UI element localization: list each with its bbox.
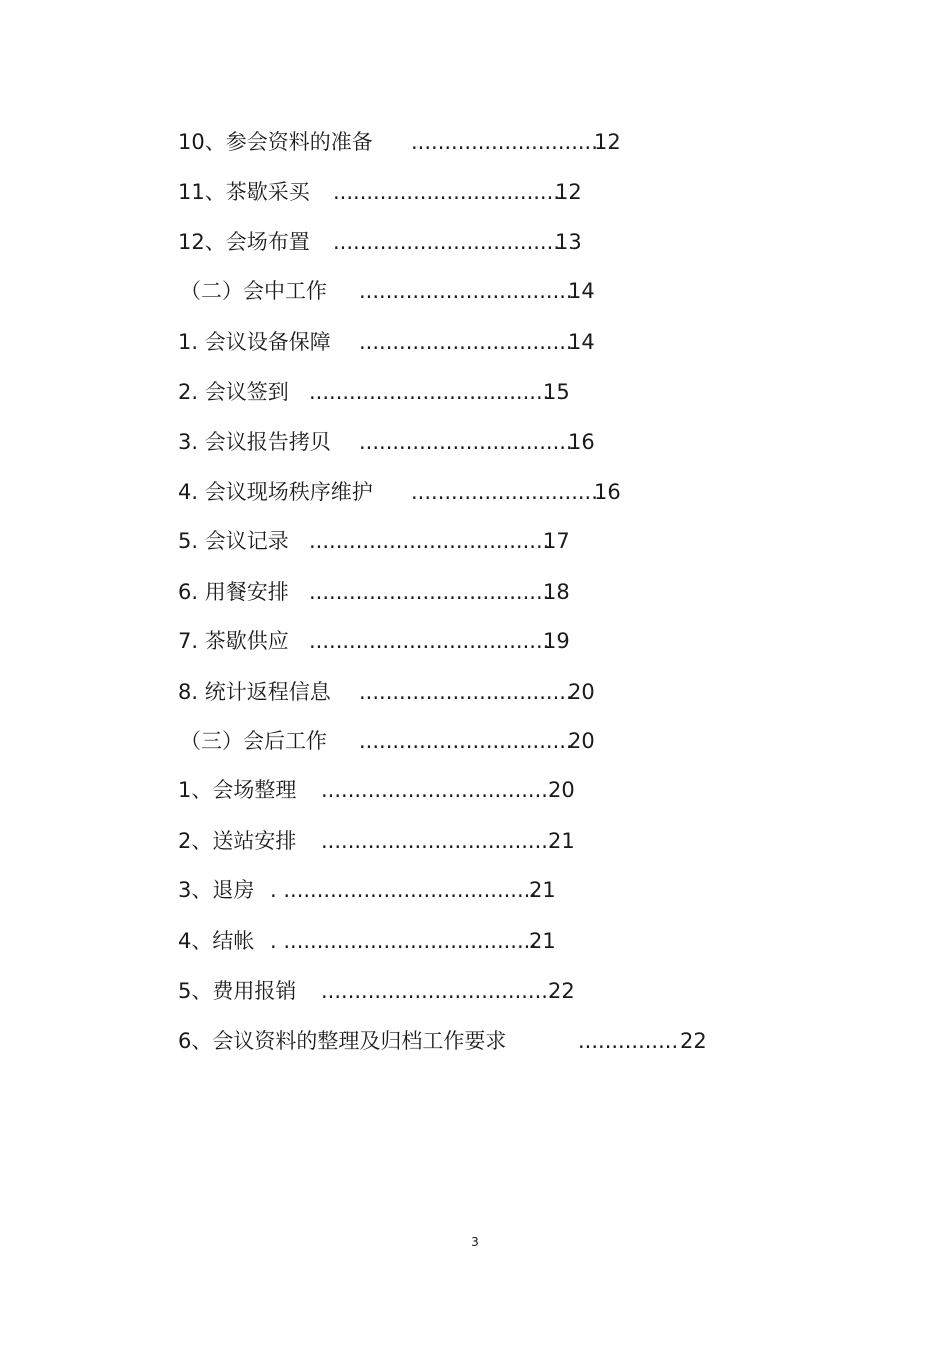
toc-entry-leader: ................................ [359,680,573,704]
toc-entry-leader: ............................ [411,130,598,154]
toc-entry-page: 12 [594,130,621,154]
toc-entry-page: 22 [548,979,575,1003]
toc-entry-title: 3、退房 [178,878,255,902]
toc-entry-page: 16 [568,430,595,454]
toc-entry-leader: .................................... [309,380,550,404]
toc-entry-leader: . ...................................... [270,878,538,902]
toc-entry-page: 20 [568,680,595,704]
page-number: 3 [471,1235,479,1249]
toc-entry-title: 6. 用餐安排 [178,580,289,604]
toc-entry-title: 10、参会资料的准备 [178,130,373,154]
toc-entry-title: 3. 会议报告拷贝 [178,430,331,454]
toc-entry-title: 7. 茶歇供应 [178,629,289,653]
toc-entry-leader: .................................. [333,180,560,204]
toc-entry[interactable] [0,824,950,858]
toc-entry[interactable] [0,575,950,609]
toc-entry[interactable] [0,375,950,409]
toc-entry[interactable] [0,325,950,359]
toc-entry-title: 2、送站安排 [178,829,297,853]
toc-entry-page: 16 [594,480,621,504]
toc-entry-title: 5、费用报销 [178,979,297,1003]
toc-entry-leader: ............... [578,1029,679,1053]
toc-entry-page: 17 [543,529,570,553]
toc-entry[interactable] [0,524,950,558]
toc-entry[interactable] [0,1024,950,1058]
toc-entry-leader: .................................... [309,529,550,553]
toc-entry-leader: ............................ [411,480,598,504]
toc-entry-title: 1. 会议设备保障 [178,330,331,354]
toc-entry[interactable] [0,125,950,159]
toc-entry-leader: ................................... [321,979,555,1003]
toc-entry-leader: . ...................................... [270,929,538,953]
toc-entry[interactable] [0,274,950,308]
toc-entry-leader: ................................ [359,729,573,753]
toc-entry-title: （二）会中工作 [180,279,327,303]
toc-entry[interactable] [0,773,950,807]
toc-entry[interactable] [0,675,950,709]
toc-entry-title: 6、会议资料的整理及归档工作要求 [178,1029,507,1053]
toc-entry-page: 18 [543,580,570,604]
toc-entry[interactable] [0,724,950,758]
toc-entry-title: 5. 会议记录 [178,529,289,553]
toc-entry-leader: .................................... [309,580,550,604]
toc-entry[interactable] [0,873,950,907]
toc-entry[interactable] [0,974,950,1008]
toc-entry-page: 21 [548,829,575,853]
toc-entry-leader: ................................ [359,430,573,454]
toc-entry-title: 12、会场布置 [178,230,310,254]
toc-entry-page: 19 [543,629,570,653]
toc-entry-leader: ................................ [359,279,573,303]
toc-entry-leader: ................................ [359,330,573,354]
toc-entry-page: 22 [680,1029,707,1053]
toc-entry-leader: .................................. [333,230,560,254]
toc-entry-title: 11、茶歇采买 [178,180,310,204]
toc-entry-page: 15 [543,380,570,404]
toc-entry[interactable] [0,924,950,958]
toc-entry-title: 4、结帐 [178,929,255,953]
toc-entry-page: 12 [555,180,582,204]
toc-entry[interactable] [0,175,950,209]
toc-entry-page: 21 [529,929,556,953]
toc-entry-leader: .................................... [309,629,550,653]
toc-entry-title: 2. 会议签到 [178,380,289,404]
toc-entry[interactable] [0,475,950,509]
toc-entry-page: 13 [555,230,582,254]
toc-entry-title: 1、会场整理 [178,778,297,802]
toc-entry[interactable] [0,225,950,259]
toc-entry-title: 8. 统计返程信息 [178,680,331,704]
toc-entry-page: 21 [529,878,556,902]
toc-entry-leader: ................................... [321,778,555,802]
toc-entry[interactable] [0,425,950,459]
toc-entry-leader: ................................... [321,829,555,853]
toc-entry-page: 20 [548,778,575,802]
toc-entry-page: 14 [568,330,595,354]
toc-entry-page: 14 [568,279,595,303]
toc-entry-title: （三）会后工作 [180,729,327,753]
toc-entry-page: 20 [568,729,595,753]
toc-entry[interactable] [0,624,950,658]
toc-entry-title: 4. 会议现场秩序维护 [178,480,373,504]
